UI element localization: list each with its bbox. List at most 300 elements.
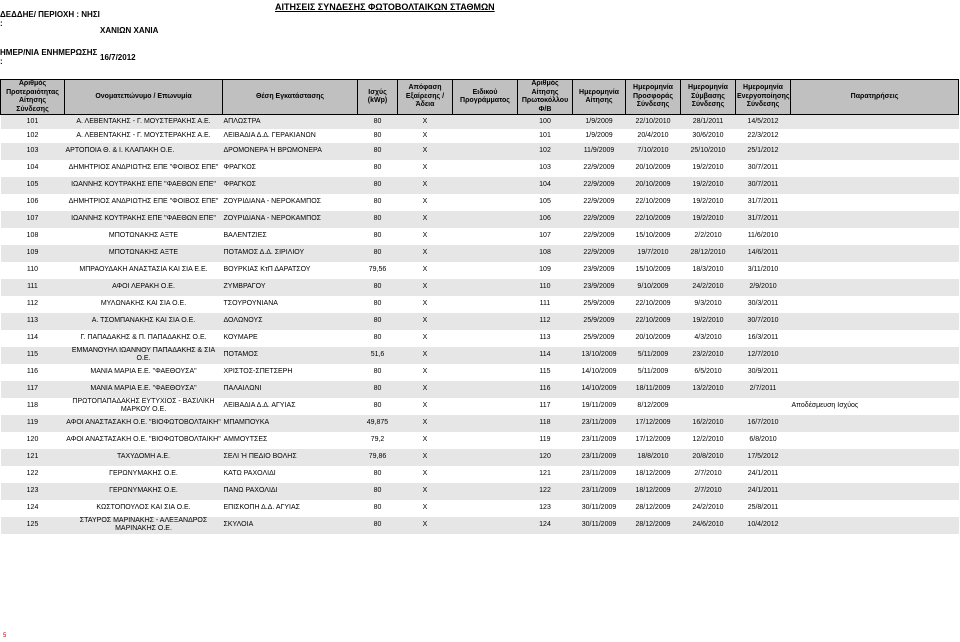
contract-date: 13/2/2010	[681, 381, 736, 398]
protocol-number: 106	[518, 211, 573, 228]
activation-date: 17/5/2012	[736, 449, 791, 466]
site-location: ΔΟΛΩΝΟΥΣ	[223, 313, 358, 330]
exemption: X	[398, 466, 453, 483]
protocol-number: 116	[518, 381, 573, 398]
special-program	[453, 228, 518, 245]
table-row	[1, 228, 959, 245]
offer-date: 15/10/2009	[626, 262, 681, 279]
exemption: X	[398, 517, 453, 534]
power-kwp: 80	[358, 330, 398, 347]
application-date: 22/9/2009	[573, 194, 626, 211]
protocol-number: 111	[518, 296, 573, 313]
activation-date: 30/7/2010	[736, 313, 791, 330]
column-header: Ισχύς (kWp)	[358, 80, 398, 115]
table-row	[1, 500, 959, 517]
activation-date	[736, 398, 791, 415]
owner-name: ΣΤΑΥΡΟΣ ΜΑΡΙΝΑΚΗΣ - ΑΛΕΞΑΝΔΡΟΣ ΜΑΡΙΝΑΚΗΣ Ο.Ε.	[65, 517, 223, 534]
row-number: 112	[1, 296, 65, 313]
offer-date: 5/11/2009	[626, 347, 681, 364]
application-date: 19/11/2009	[573, 398, 626, 415]
site-location: ΠΑΝΩ ΡΑΧΟΛΙΔΙ	[223, 483, 358, 500]
row-number: 108	[1, 228, 65, 245]
table-row	[1, 466, 959, 483]
application-date: 11/9/2009	[573, 143, 626, 160]
site-location: ΒΑΛΕΝΤΖΙΕΣ	[223, 228, 358, 245]
contract-date: 2/2/2010	[681, 228, 736, 245]
table-row	[1, 347, 959, 364]
site-location: ΦΡΑΓΚΟΣ	[223, 160, 358, 177]
offer-date: 5/11/2009	[626, 364, 681, 381]
site-location: ΦΡΑΓΚΟΣ	[223, 177, 358, 194]
column-header: Ημερομηνία Προσφοράς Σύνδεσης	[626, 80, 681, 115]
application-date: 22/9/2009	[573, 245, 626, 262]
application-date: 23/9/2009	[573, 279, 626, 296]
power-kwp: 80	[358, 143, 398, 160]
contract-date	[681, 398, 736, 415]
protocol-number: 103	[518, 160, 573, 177]
special-program	[453, 296, 518, 313]
contract-date: 19/2/2010	[681, 160, 736, 177]
remarks	[791, 211, 959, 228]
offer-date: 22/10/2009	[626, 313, 681, 330]
column-header: Ειδικού Προγράμματος	[453, 80, 518, 115]
activation-date: 30/7/2011	[736, 177, 791, 194]
contract-date: 20/8/2010	[681, 449, 736, 466]
protocol-number: 114	[518, 347, 573, 364]
application-date: 30/11/2009	[573, 517, 626, 534]
site-location: ΔΡΟΜΟΝΕΡΑ Ή ΒΡΩΜΟΝΕΡΑ	[223, 143, 358, 160]
power-kwp: 80	[358, 279, 398, 296]
row-number: 116	[1, 364, 65, 381]
remarks	[791, 177, 959, 194]
application-date: 30/11/2009	[573, 500, 626, 517]
exemption: X	[398, 483, 453, 500]
header-row	[1, 80, 959, 115]
activation-date: 3/11/2010	[736, 262, 791, 279]
date-value-text: 16/7/2012	[100, 53, 136, 62]
remarks	[791, 245, 959, 262]
exemption: X	[398, 115, 453, 129]
table-row	[1, 194, 959, 211]
owner-name: ΑΦΟΙ ΑΝΑΣΤΑΣΑΚΗ Ο.Ε. "ΒΙΟΦΩΤΟΒΟΛΤΑΙΚΗ"	[65, 415, 223, 432]
row-number: 121	[1, 449, 65, 466]
owner-name: ΠΡΩΤΟΠΑΠΑΔΑΚΗΣ ΕΥΤΥΧΙΟΣ - ΒΑΣΙΛΙΚΗ ΜΑΡΚΟΥ Ο.Ε.	[65, 398, 223, 415]
offer-date: 28/12/2009	[626, 517, 681, 534]
row-number: 118	[1, 398, 65, 415]
column-header: Θέση Εγκατάστασης	[223, 80, 358, 115]
contract-date: 25/10/2010	[681, 143, 736, 160]
date-label	[0, 48, 100, 66]
protocol-number: 100	[518, 115, 573, 129]
table-row	[1, 381, 959, 398]
contract-date: 2/7/2010	[681, 466, 736, 483]
special-program	[453, 313, 518, 330]
exemption: X	[398, 228, 453, 245]
activation-date: 31/7/2011	[736, 194, 791, 211]
activation-date: 10/4/2012	[736, 517, 791, 534]
table-row	[1, 449, 959, 466]
table-row	[1, 517, 959, 534]
owner-name: ΜΑΝΙΑ ΜΑΡΙΑ Ε.Ε. "ΦΑΕΘΟΥΣΑ"	[65, 381, 223, 398]
row-number: 125	[1, 517, 65, 534]
exemption: X	[398, 262, 453, 279]
dept-value	[100, 26, 160, 35]
offer-date: 20/4/2010	[626, 129, 681, 143]
column-header: Αριθμός Προτεραιότητας Αίτησης Σύνδεσης	[1, 80, 65, 115]
column-header: Ημερομηνία Αίτησης	[573, 80, 626, 115]
table-row	[1, 177, 959, 194]
application-date: 25/9/2009	[573, 296, 626, 313]
remarks	[791, 347, 959, 364]
power-kwp: 51,6	[358, 347, 398, 364]
remarks: Αποδέσμευση Ισχύος	[791, 398, 959, 415]
row-number: 102	[1, 129, 65, 143]
protocol-number: 101	[518, 129, 573, 143]
protocol-number: 104	[518, 177, 573, 194]
protocol-number: 115	[518, 364, 573, 381]
activation-date: 25/1/2012	[736, 143, 791, 160]
application-date: 14/10/2009	[573, 364, 626, 381]
protocol-number: 124	[518, 517, 573, 534]
special-program	[453, 347, 518, 364]
site-location: ΠΑΛΑΙΛΩΝΙ	[223, 381, 358, 398]
protocol-number: 109	[518, 262, 573, 279]
owner-name: ΜΠΟΤΩΝΑΚΗΣ ΑΞΤΕ	[65, 245, 223, 262]
row-number: 101	[1, 115, 65, 129]
row-number: 106	[1, 194, 65, 211]
remarks	[791, 143, 959, 160]
application-date: 25/9/2009	[573, 313, 626, 330]
row-number: 105	[1, 177, 65, 194]
exemption: X	[398, 398, 453, 415]
protocol-number: 123	[518, 500, 573, 517]
exemption: X	[398, 160, 453, 177]
owner-name: ΜΠΟΤΩΝΑΚΗΣ ΑΞΤΕ	[65, 228, 223, 245]
owner-name: ΔΗΜΗΤΡΙΟΣ ΑΝΔΡΙΩΤΗΣ ΕΠΕ "ΦΟΙΒΟΣ ΕΠΕ"	[65, 160, 223, 177]
activation-date: 22/3/2012	[736, 129, 791, 143]
site-location: ΖΟΥΡΙΔΙΑΝΑ - ΝΕΡΟΚΑΜΠΟΣ	[223, 194, 358, 211]
activation-date: 30/9/2011	[736, 364, 791, 381]
owner-name: ΚΩΣΤΟΠΟΥΛΟΣ ΚΑΙ ΣΙΑ Ο.Ε.	[65, 500, 223, 517]
protocol-number: 102	[518, 143, 573, 160]
power-kwp: 79,86	[358, 449, 398, 466]
offer-date: 20/10/2009	[626, 330, 681, 347]
protocol-number: 117	[518, 398, 573, 415]
exemption: X	[398, 194, 453, 211]
contract-date: 19/2/2010	[681, 194, 736, 211]
special-program	[453, 143, 518, 160]
application-date: 23/11/2009	[573, 415, 626, 432]
site-location: ΣΚΥΛΟΙΑ	[223, 517, 358, 534]
special-program	[453, 517, 518, 534]
owner-name: ΓΕΡΩΝΥΜΑΚΗΣ Ο.Ε.	[65, 466, 223, 483]
page-mark: 5	[3, 633, 7, 639]
owner-name: ΙΩΑΝΝΗΣ ΚΟΥΤΡΑΚΗΣ ΕΠΕ "ΦΑΕΘΩΝ ΕΠΕ"	[65, 177, 223, 194]
site-location: ΠΟΤΑΜΟΣ Δ.Δ. ΣΙΡΙΛΙΟΥ	[223, 245, 358, 262]
power-kwp: 79,2	[358, 432, 398, 449]
application-date: 22/9/2009	[573, 211, 626, 228]
row-number: 109	[1, 245, 65, 262]
application-date: 25/9/2009	[573, 330, 626, 347]
exemption: X	[398, 381, 453, 398]
table-row	[1, 245, 959, 262]
table-row	[1, 330, 959, 347]
owner-name: ΑΡΤΟΠΟΙΑ Θ. & Ι. ΚΛΑΠΑΚΗ Ο.Ε.	[65, 143, 223, 160]
table-row	[1, 262, 959, 279]
applications-table	[0, 79, 959, 534]
dept-value-text: ΧΑΝΙΩΝ ΧΑΝΙΑ	[100, 26, 159, 35]
exemption: X	[398, 211, 453, 228]
table-row	[1, 211, 959, 228]
remarks	[791, 483, 959, 500]
power-kwp: 80	[358, 160, 398, 177]
exemption: X	[398, 129, 453, 143]
owner-name: ΜΥΛΩΝΑΚΗΣ ΚΑΙ ΣΙΑ Ο.Ε.	[65, 296, 223, 313]
offer-date: 18/11/2009	[626, 381, 681, 398]
offer-date: 18/8/2010	[626, 449, 681, 466]
site-location: ΤΣΟΥΡΟΥΝΙΑΝΑ	[223, 296, 358, 313]
special-program	[453, 364, 518, 381]
power-kwp: 79,56	[358, 262, 398, 279]
activation-date: 6/8/2010	[736, 432, 791, 449]
owner-name: ΑΦΟΙ ΑΝΑΣΤΑΣΑΚΗ Ο.Ε. "ΒΙΟΦΩΤΟΒΟΛΤΑΙΚΗ"	[65, 432, 223, 449]
contract-date: 28/1/2011	[681, 115, 736, 129]
table-row	[1, 432, 959, 449]
application-date: 22/9/2009	[573, 228, 626, 245]
offer-date: 19/7/2010	[626, 245, 681, 262]
special-program	[453, 177, 518, 194]
activation-date: 12/7/2010	[736, 347, 791, 364]
remarks	[791, 364, 959, 381]
table-row	[1, 115, 959, 129]
row-number: 104	[1, 160, 65, 177]
dept-label	[0, 10, 100, 28]
protocol-number: 119	[518, 432, 573, 449]
remarks	[791, 129, 959, 143]
date-value	[100, 53, 136, 62]
exemption: X	[398, 449, 453, 466]
activation-date: 2/9/2010	[736, 279, 791, 296]
protocol-number: 112	[518, 313, 573, 330]
special-program	[453, 432, 518, 449]
special-program	[453, 262, 518, 279]
site-location: ΚΟΥΜΑΡΕ	[223, 330, 358, 347]
power-kwp: 80	[358, 500, 398, 517]
exemption: X	[398, 415, 453, 432]
table-row	[1, 313, 959, 330]
contract-date: 16/2/2010	[681, 415, 736, 432]
activation-date: 14/5/2012	[736, 115, 791, 129]
table-row	[1, 483, 959, 500]
exemption: X	[398, 347, 453, 364]
offer-date: 17/12/2009	[626, 432, 681, 449]
column-header: Αριθμός Αίτησης Πρωτοκόλλου Φ/Β	[518, 80, 573, 115]
offer-date: 18/12/2009	[626, 483, 681, 500]
protocol-number: 108	[518, 245, 573, 262]
offer-date: 20/10/2009	[626, 160, 681, 177]
protocol-number: 121	[518, 466, 573, 483]
exemption: X	[398, 296, 453, 313]
special-program	[453, 330, 518, 347]
row-number: 117	[1, 381, 65, 398]
offer-date: 9/10/2009	[626, 279, 681, 296]
application-date: 22/9/2009	[573, 177, 626, 194]
row-number: 115	[1, 347, 65, 364]
special-program	[453, 279, 518, 296]
remarks	[791, 296, 959, 313]
row-number: 119	[1, 415, 65, 432]
row-number: 107	[1, 211, 65, 228]
site-location: ΒΟΥΡΚΙΑΣ ΚτΠ ΔΑΡΑΤΣΟΥ	[223, 262, 358, 279]
application-date: 1/9/2009	[573, 115, 626, 129]
remarks	[791, 500, 959, 517]
table-row	[1, 296, 959, 313]
contract-date: 2/7/2010	[681, 483, 736, 500]
power-kwp: 80	[358, 483, 398, 500]
power-kwp: 80	[358, 364, 398, 381]
column-header: Ημερομηνία Σύμβασης Σύνδεσης	[681, 80, 736, 115]
site-location: ΜΠΑΜΠΟΥΚΑ	[223, 415, 358, 432]
owner-name: ΙΩΑΝΝΗΣ ΚΟΥΤΡΑΚΗΣ ΕΠΕ "ΦΑΕΘΩΝ ΕΠΕ"	[65, 211, 223, 228]
owner-name: ΜΠΡΑΟΥΔΑΚΗ ΑΝΑΣΤΑΣΙΑ ΚΑΙ ΣΙΑ Ε.Ε.	[65, 262, 223, 279]
remarks	[791, 449, 959, 466]
remarks	[791, 160, 959, 177]
table-row	[1, 129, 959, 143]
offer-date: 22/10/2009	[626, 211, 681, 228]
special-program	[453, 483, 518, 500]
power-kwp: 80	[358, 245, 398, 262]
remarks	[791, 194, 959, 211]
application-date: 23/11/2009	[573, 466, 626, 483]
site-location: ΕΠΙΣΚΟΠΗ Δ.Δ. ΑΓΥΙΑΣ	[223, 500, 358, 517]
exemption: X	[398, 245, 453, 262]
remarks	[791, 262, 959, 279]
owner-name: ΔΗΜΗΤΡΙΟΣ ΑΝΔΡΙΩΤΗΣ ΕΠΕ "ΦΟΙΒΟΣ ΕΠΕ"	[65, 194, 223, 211]
owner-name: Α. ΤΣΟΜΠΑΝΑΚΗΣ ΚΑΙ ΣΙΑ Ο.Ε.	[65, 313, 223, 330]
row-number: 114	[1, 330, 65, 347]
power-kwp: 80	[358, 466, 398, 483]
contract-date: 18/3/2010	[681, 262, 736, 279]
special-program	[453, 500, 518, 517]
site-location: ΛΕΙΒΑΔΙΑ Δ.Δ. ΓΕΡΑΚΙΑΝΩΝ	[223, 129, 358, 143]
activation-date: 14/6/2011	[736, 245, 791, 262]
offer-date: 18/12/2009	[626, 466, 681, 483]
offer-date: 22/10/2009	[626, 296, 681, 313]
special-program	[453, 129, 518, 143]
application-date: 23/11/2009	[573, 432, 626, 449]
exemption: X	[398, 313, 453, 330]
protocol-number: 107	[518, 228, 573, 245]
row-number: 103	[1, 143, 65, 160]
owner-name: ΤΑΧΥΔΟΜΗ Α.Ε.	[65, 449, 223, 466]
protocol-number: 122	[518, 483, 573, 500]
contract-date: 6/5/2010	[681, 364, 736, 381]
power-kwp: 49,875	[358, 415, 398, 432]
owner-name: Α. ΛΕΒΕΝΤΑΚΗΣ - Γ. ΜΟΥΣΤΕΡΑΚΗΣ Α.Ε.	[65, 115, 223, 129]
contract-date: 9/3/2010	[681, 296, 736, 313]
row-number: 111	[1, 279, 65, 296]
power-kwp: 80	[358, 313, 398, 330]
power-kwp: 80	[358, 381, 398, 398]
owner-name: ΑΦΟΙ ΛΕΡΑΚΗ Ο.Ε.	[65, 279, 223, 296]
column-header: Παρατηρήσεις	[791, 80, 959, 115]
application-date: 23/9/2009	[573, 262, 626, 279]
application-date: 23/11/2009	[573, 449, 626, 466]
protocol-number: 118	[518, 415, 573, 432]
contract-date: 30/6/2010	[681, 129, 736, 143]
table-row	[1, 143, 959, 160]
offer-date: 22/10/2010	[626, 115, 681, 129]
site-location: ΛΕΙΒΑΔΙΑ Δ.Δ. ΑΓΥΙΑΣ	[223, 398, 358, 415]
contract-date: 4/3/2010	[681, 330, 736, 347]
exemption: X	[398, 364, 453, 381]
table-body	[1, 115, 959, 534]
special-program	[453, 194, 518, 211]
exemption: X	[398, 177, 453, 194]
exemption: X	[398, 500, 453, 517]
activation-date: 25/8/2011	[736, 500, 791, 517]
power-kwp: 80	[358, 211, 398, 228]
contract-date: 19/2/2010	[681, 177, 736, 194]
exemption: X	[398, 330, 453, 347]
activation-date: 24/1/2011	[736, 483, 791, 500]
offer-date: 28/12/2009	[626, 500, 681, 517]
contract-date: 19/2/2010	[681, 211, 736, 228]
power-kwp: 80	[358, 296, 398, 313]
offer-date: 17/12/2009	[626, 415, 681, 432]
date-label-text: ΗΜΕΡ/ΝΙΑ ΕΝΗΜΕΡΩΣΗΣ :	[0, 48, 98, 66]
offer-date: 15/10/2009	[626, 228, 681, 245]
power-kwp: 80	[358, 228, 398, 245]
special-program	[453, 211, 518, 228]
site-location: ΖΥΜΒΡΑΓΟΥ	[223, 279, 358, 296]
site-location: ΠΟΤΑΜΟΣ	[223, 347, 358, 364]
contract-date: 24/6/2010	[681, 517, 736, 534]
activation-date: 30/7/2011	[736, 160, 791, 177]
contract-date: 23/2/2010	[681, 347, 736, 364]
owner-name: ΓΕΡΩΝΥΜΑΚΗΣ Ο.Ε.	[65, 483, 223, 500]
column-header: Απόφαση Εξαίρεσης / Άδεια	[398, 80, 453, 115]
site-location: ΧΡΙΣΤΟΣ-ΣΠΕΤΣΕΡΗ	[223, 364, 358, 381]
table-row	[1, 364, 959, 381]
contract-date: 28/12/2010	[681, 245, 736, 262]
remarks	[791, 330, 959, 347]
remarks	[791, 415, 959, 432]
row-number: 124	[1, 500, 65, 517]
remarks	[791, 517, 959, 534]
application-date: 22/9/2009	[573, 160, 626, 177]
site-location: ΑΠΛΩΣΤΡΑ	[223, 115, 358, 129]
protocol-number: 120	[518, 449, 573, 466]
exemption: X	[398, 143, 453, 160]
activation-date: 24/1/2011	[736, 466, 791, 483]
row-number: 120	[1, 432, 65, 449]
special-program	[453, 415, 518, 432]
application-date: 1/9/2009	[573, 129, 626, 143]
site-location: ΣΕΛΙ Ή ΠΕΔΙΟ ΒΟΛΗΣ	[223, 449, 358, 466]
protocol-number: 110	[518, 279, 573, 296]
row-number: 110	[1, 262, 65, 279]
remarks	[791, 381, 959, 398]
table-row	[1, 279, 959, 296]
power-kwp: 80	[358, 177, 398, 194]
column-header: Ονοματεπώνυμο / Επωνυμία	[65, 80, 223, 115]
row-number: 122	[1, 466, 65, 483]
power-kwp: 80	[358, 129, 398, 143]
remarks	[791, 466, 959, 483]
power-kwp: 80	[358, 517, 398, 534]
special-program	[453, 160, 518, 177]
